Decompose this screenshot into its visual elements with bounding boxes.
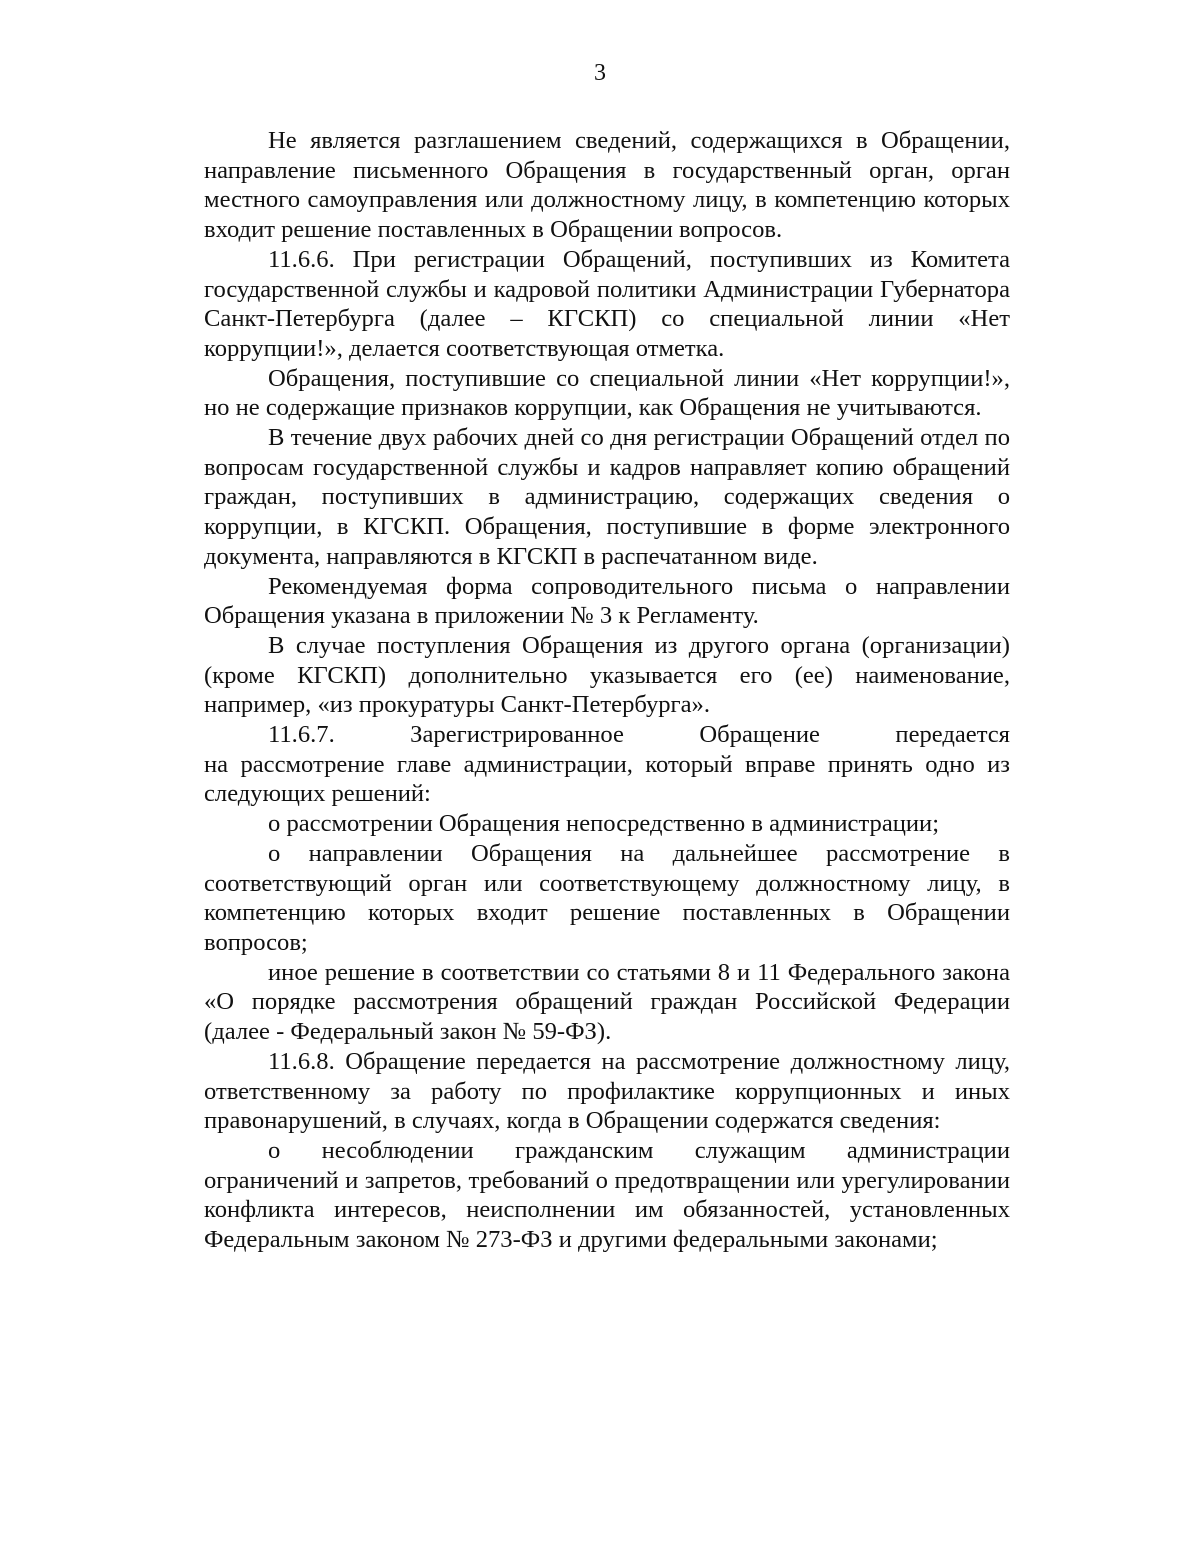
paragraph-recommended-form: Рекомендуемая форма сопроводительного письма о направлении Обращения указана в приложении № 3 к Регламенту. — [204, 572, 1010, 630]
list-item-forward-appeal: о направлении Обращения на дальнейшее рассмотрение в соответствующий орган или соответствующему должностному лицу, в компетенцию которых входит решение поставленных в Обращении вопросов; — [204, 839, 1010, 956]
page-number: 3 — [594, 60, 606, 86]
document-body — [204, 126, 1010, 1255]
paragraph-disclosure: Не является разглашением сведений, содержащихся в Обращении, направление письменного Обращения в государственный орган, орган местного самоуправления или должностному лицу, в компетенцию которых входит решение поставленных в Обращении вопросов. — [204, 127, 1010, 244]
paragraph-no-corruption-line: Обращения, поступившие со специальной линии «Нет коррупции!», но не содержащие признаков коррупции, как Обращения не учитываются. — [204, 364, 1010, 422]
paragraph-other-body: В случае поступления Обращения из другого органа (организации) (кроме КГСКП) дополнительно указывается его (ее) наименование, например, «из прокуратуры Санкт-Петербурга». — [204, 631, 1010, 719]
paragraph-11-6-6: 11.6.6. При регистрации Обращений, поступивших из Комитета государственной службы и кадровой политики Администрации Губернатора Санкт-Петербурга (далее – КГСКП) со специальной линии «Нет коррупции!», делается соответствующая отметка. — [204, 245, 1010, 362]
list-item-other-decision: иное решение в соответствии со статьями 8 и 11 Федерального закона «О порядке рассмотрения обращений граждан Российской Федерации (далее - Федеральный закон № 59-ФЗ). — [204, 958, 1010, 1046]
list-item-consider-directly: о рассмотрении Обращения непосредственно в администрации; — [268, 810, 940, 838]
list-item-non-compliance: о несоблюдении гражданским служащим администрации ограничений и запретов, требований о предотвращении или урегулировании конфликта интересов, неисполнении им обязанностей, установленных Федеральным законом № 273-ФЗ и другими федеральными законами; — [204, 1136, 1010, 1254]
paragraph-11-6-7-continued: на рассмотрение главе администрации, который вправе принять одно из следующих решений: — [204, 750, 1010, 808]
paragraph-two-working-days: В течение двух рабочих дней со дня регистрации Обращений отдел по вопросам государственной службы и кадров направляет копию обращений граждан, поступивших в администрацию, содержащих сведения о коррупции, в КГСКП. Обращения, поступившие в форме электронного документа, направляются в КГСКП в распечатанном виде. — [204, 424, 1010, 570]
paragraph-11-6-8: 11.6.8. Обращение передается на рассмотрение должностному лицу, ответственному за работу по профилактике коррупционных и иных правонарушений, в случаях, когда в Обращении содержатся сведения: — [204, 1047, 1010, 1135]
paragraph-11-6-7: 11.6.7. Зарегистрированное Обращение передается — [268, 721, 1010, 749]
